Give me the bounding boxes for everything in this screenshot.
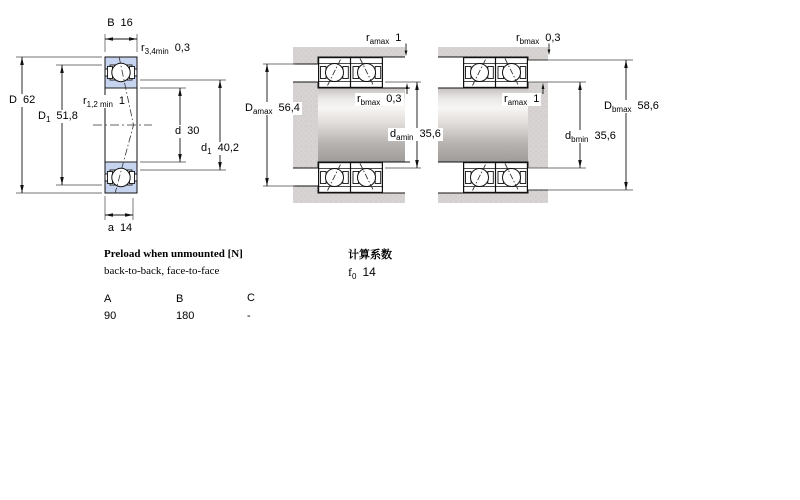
dim-label-ramax-top: $r_{amax}$ 1 <box>366 32 402 46</box>
dim-label-d: d 30 <box>175 125 200 137</box>
dim-label-r12: $r_{1,2 min}$ 1 <box>83 95 126 109</box>
preload-col-B: B <box>176 293 184 305</box>
preload-title: Preload when unmounted [N] <box>104 248 243 260</box>
preload-value-A: 90 <box>104 310 117 322</box>
dim-label-rbmax-top: $r_{bmax}$ 0,3 <box>516 32 561 46</box>
dim-label-Dbmax: $D_{bmax}$ 58,6 <box>604 100 659 114</box>
f0-factor: $f_0$ 14 <box>348 265 376 281</box>
dim-label-rbmax-mid: $r_{bmax}$ 0,3 <box>357 93 402 107</box>
preload-col-C: C <box>247 292 255 304</box>
dim-label-r34: $r_{3,4min}$ 0,3 <box>141 42 190 56</box>
dim-label-D: D 62 <box>9 94 36 106</box>
paired-bearing-figure-a <box>263 44 421 204</box>
bearing-cross-section <box>93 57 152 194</box>
dim-label-ramax-mid: $r_{amax}$ 1 <box>504 93 540 107</box>
preload-value-C: - <box>247 310 251 322</box>
preload-col-A: A <box>104 293 112 305</box>
preload-subtitle: back-to-back, face-to-face <box>104 265 220 277</box>
paired-bearing-figure-b <box>438 44 633 204</box>
shaft-shoulder <box>293 82 318 168</box>
dim-label-Damax: $D_{amax}$ 56,4 <box>245 102 300 116</box>
dim-label-D1: $D_1$ 51,8 <box>38 110 78 124</box>
dim-label-damin: $d_{amin}$ 35,6 <box>390 128 441 142</box>
calculation-factors-title: 计算系数 <box>348 249 392 261</box>
preload-value-B: 180 <box>176 310 195 322</box>
dim-label-a: a 14 <box>107 222 133 234</box>
dim-label-B: B 16 <box>107 17 133 29</box>
dim-label-dbmin: $d_{bmin}$ 35,6 <box>565 130 616 144</box>
dim-label-d1: $d_1$ 40,2 <box>201 142 239 156</box>
